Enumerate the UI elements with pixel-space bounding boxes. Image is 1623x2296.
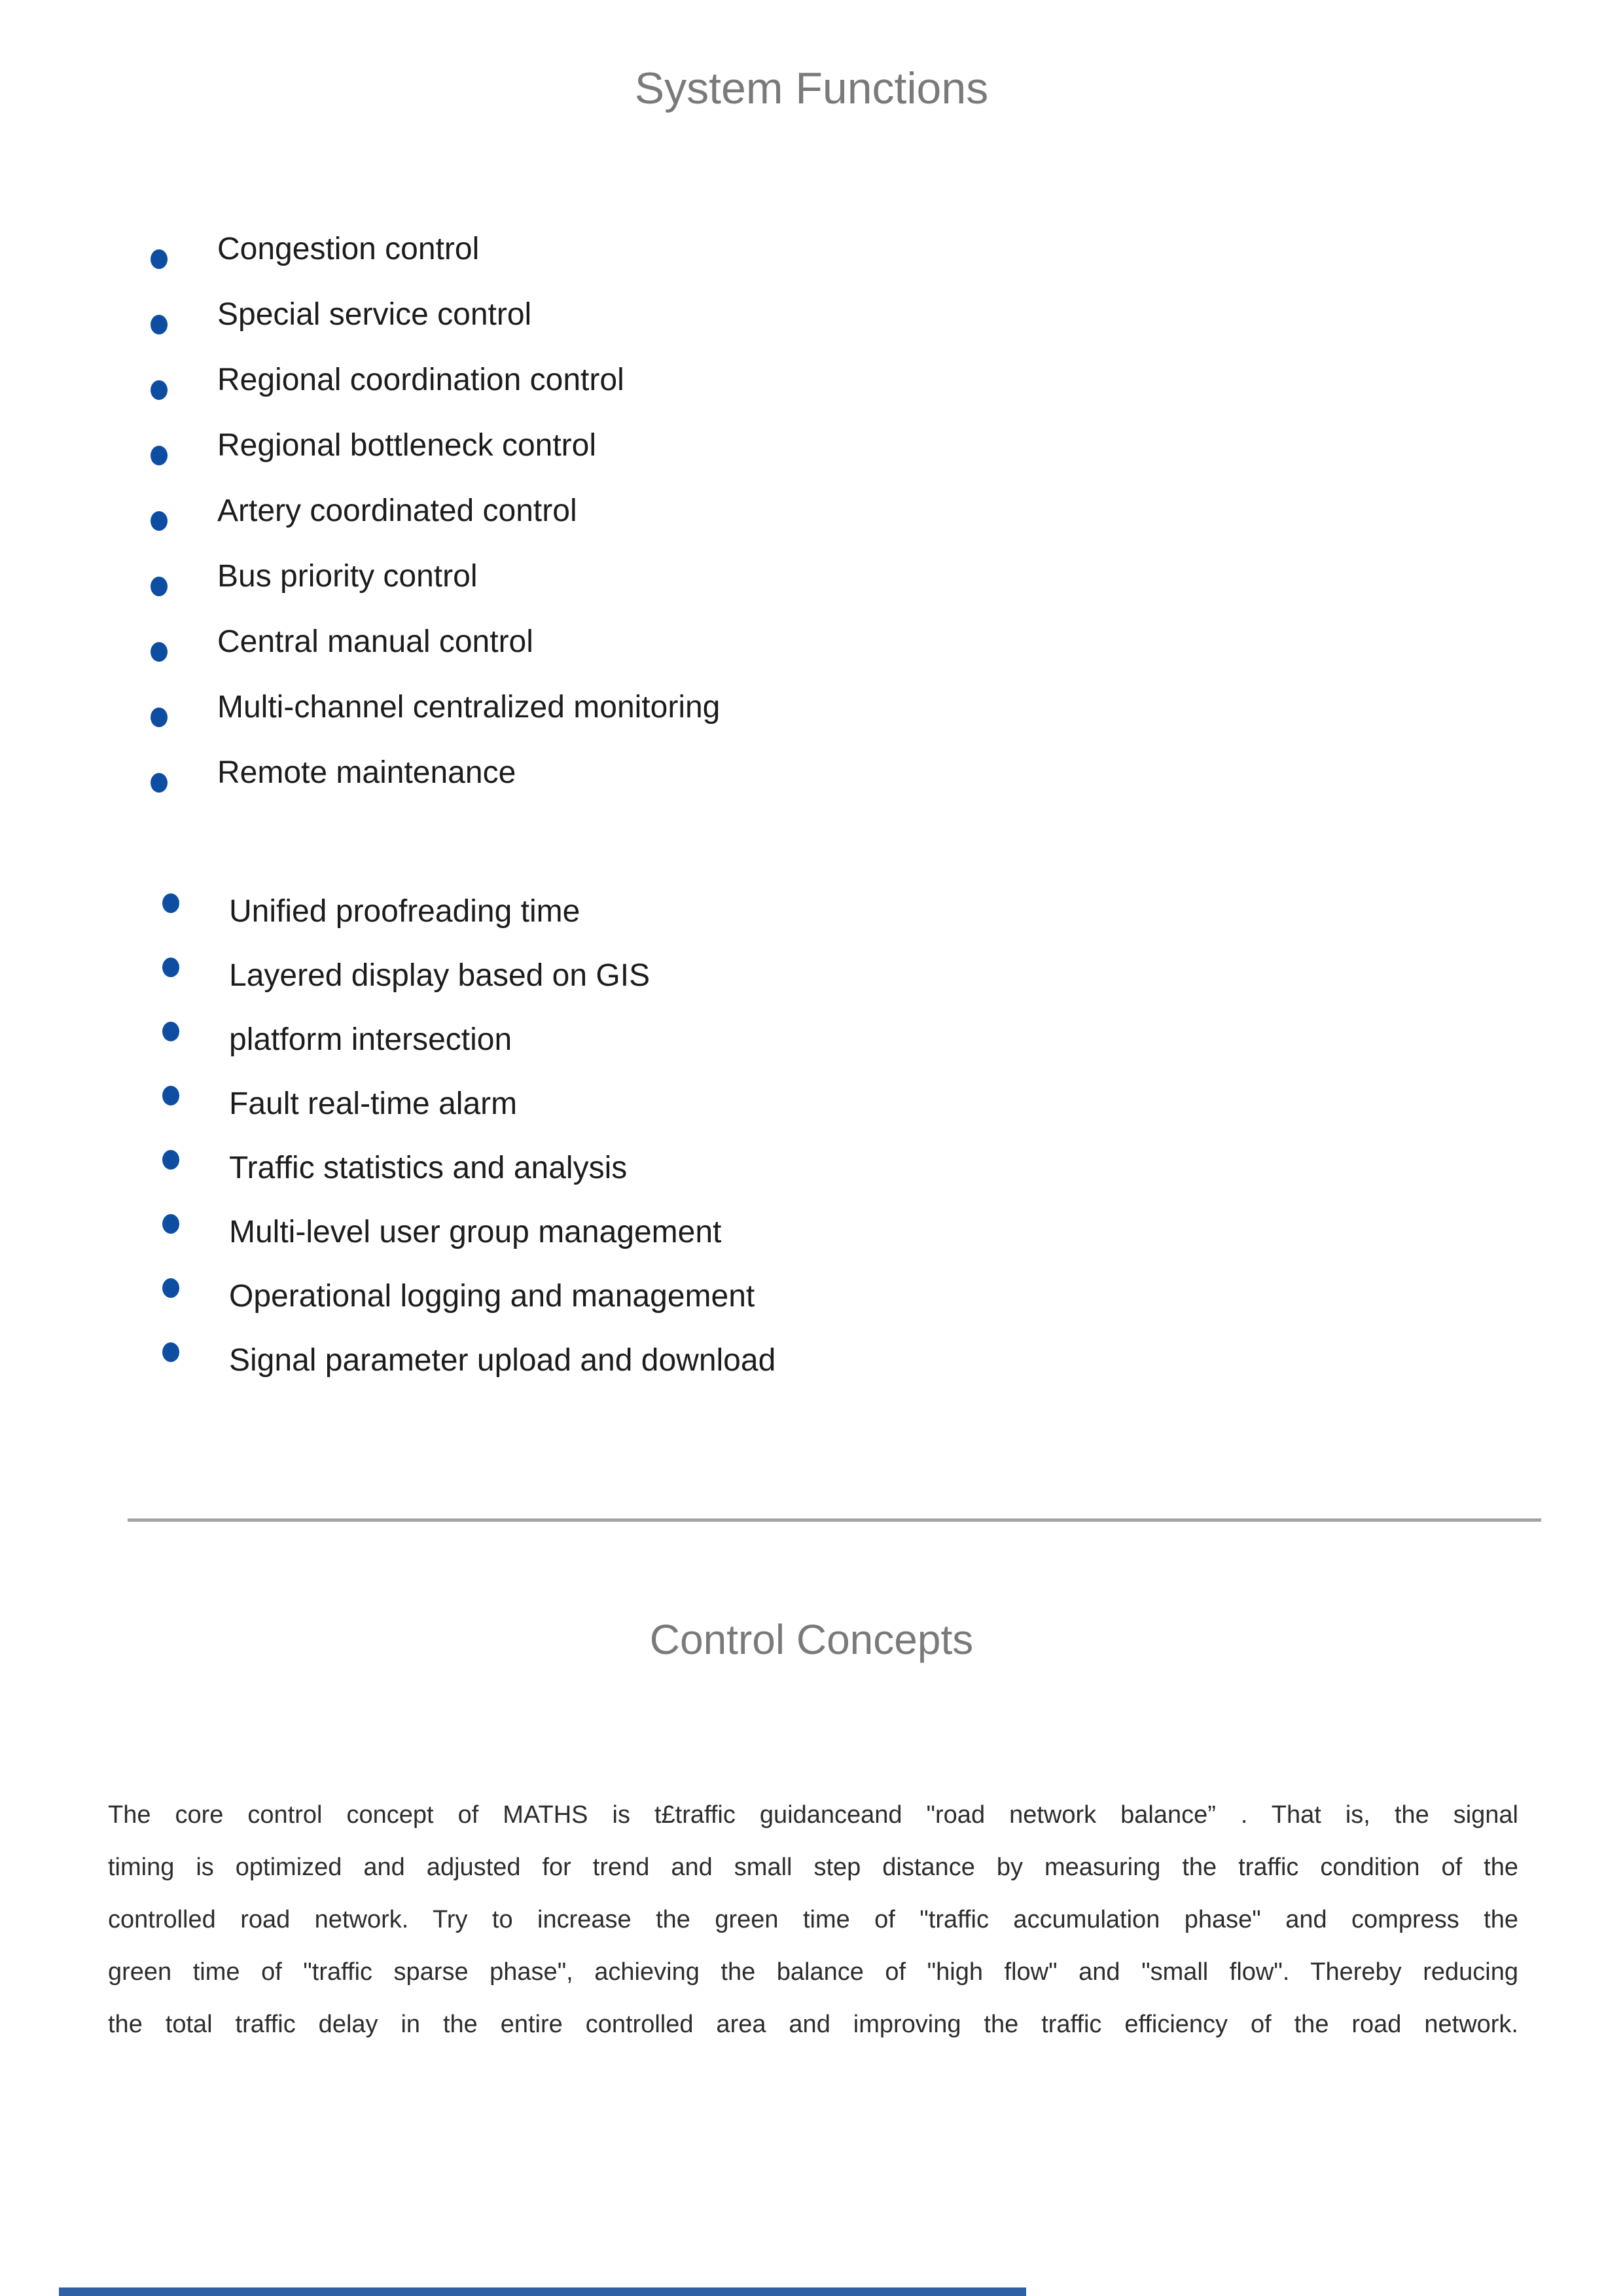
list-item-label: Regional bottleneck control	[217, 427, 597, 463]
bullet-icon	[151, 773, 168, 793]
list-item	[162, 1007, 776, 1071]
list-item	[162, 1328, 776, 1392]
list-item	[151, 216, 720, 281]
list-item-label: Special service control	[217, 296, 532, 332]
list-item-label: Multi-channel centralized monitoring	[217, 689, 721, 725]
bullet-icon	[151, 511, 168, 531]
bullet-icon	[162, 1342, 179, 1362]
bullet-icon	[162, 1150, 179, 1170]
list-item	[151, 543, 720, 609]
bullet-icon	[162, 958, 179, 977]
list-item	[151, 674, 720, 740]
list-item-label: platform intersection	[229, 1022, 512, 1057]
list-item-label: Unified proofreading time	[229, 893, 580, 929]
list-item	[151, 412, 720, 478]
bullet-icon	[162, 1086, 179, 1105]
bullet-icon	[162, 1214, 179, 1234]
paragraph-line: timing is optimized and adjusted for trend and small step distance by measuring the traffic condition of the	[108, 1854, 1518, 1881]
list-item	[151, 347, 720, 412]
system-functions-list-secondary	[162, 879, 776, 1392]
list-item-label: Fault real-time alarm	[229, 1086, 518, 1121]
bullet-icon	[162, 1278, 179, 1298]
bullet-icon	[151, 249, 168, 269]
bullet-icon	[151, 446, 168, 465]
list-item-label: Layered display based on GIS	[229, 958, 651, 993]
list-item	[151, 478, 720, 543]
list-item	[162, 1264, 776, 1328]
control-concepts-paragraph	[108, 1789, 1518, 2051]
footer-accent-bar	[59, 2287, 1026, 2296]
list-item-label: Operational logging and management	[229, 1278, 755, 1314]
bullet-icon	[162, 1022, 179, 1041]
list-item	[162, 1136, 776, 1200]
paragraph-line: the total traffic delay in the entire controlled area and improving the traffic efficiency of the road network.	[108, 2011, 1518, 2038]
list-item	[162, 1200, 776, 1264]
list-item-label: Remote maintenance	[217, 755, 516, 790]
bullet-icon	[151, 708, 168, 727]
list-item	[151, 281, 720, 347]
list-item-label: Regional coordination control	[217, 362, 624, 397]
paragraph-line: green time of "traffic sparse phase", achieving the balance of "high flow" and "small flow". Thereby reducing	[108, 1958, 1518, 1986]
bullet-icon	[151, 315, 168, 334]
list-item-label: Congestion control	[217, 231, 480, 266]
paragraph-line: controlled road network. Try to increase the green time of "traffic accumulation phase" and compress the	[108, 1906, 1518, 1933]
list-item-label: Signal parameter upload and download	[229, 1342, 776, 1378]
list-item	[162, 943, 776, 1007]
bullet-icon	[151, 577, 168, 596]
bullet-icon	[151, 642, 168, 662]
list-item-label: Central manual control	[217, 624, 533, 659]
system-functions-title: System Functions	[634, 63, 989, 113]
paragraph-line: The core control concept of MATHS is t£traffic guidanceand "road network balance” . That is, the signal	[108, 1801, 1518, 1829]
list-item-label: Traffic statistics and analysis	[229, 1150, 628, 1185]
bullet-icon	[151, 380, 168, 400]
list-item-label: Bus priority control	[217, 558, 478, 594]
list-item	[151, 740, 720, 805]
control-concepts-title: Control Concepts	[649, 1616, 974, 1663]
list-item	[162, 1071, 776, 1136]
list-item	[151, 609, 720, 674]
system-functions-list-primary	[151, 216, 720, 805]
bullet-icon	[162, 893, 179, 913]
list-item	[162, 879, 776, 943]
section-divider	[128, 1518, 1541, 1522]
list-item-label: Multi-level user group management	[229, 1214, 722, 1249]
list-item-label: Artery coordinated control	[217, 493, 577, 528]
